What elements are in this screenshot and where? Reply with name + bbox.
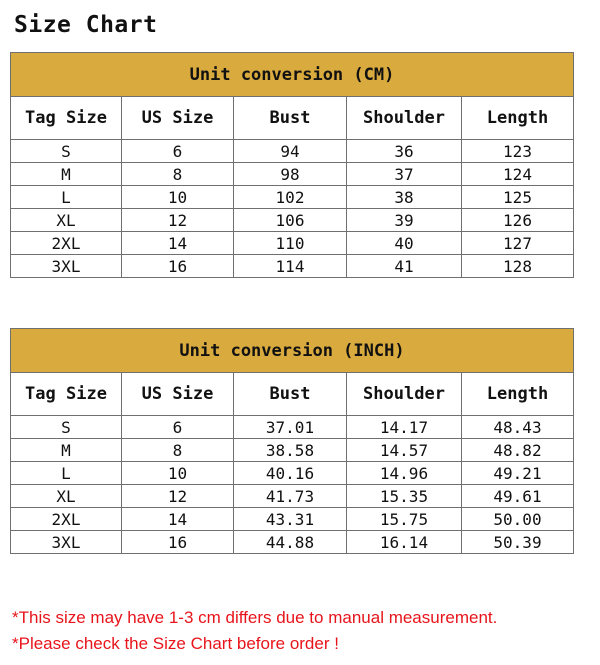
table-row xyxy=(11,508,574,531)
shoulder-cell: 39 xyxy=(347,209,462,232)
length-cell: 127 xyxy=(462,232,574,255)
bust-cell: 110 xyxy=(234,232,347,255)
table-row xyxy=(11,531,574,554)
bust-cell: 98 xyxy=(234,163,347,186)
us-size-cell: 10 xyxy=(122,462,234,485)
table-row xyxy=(11,462,574,485)
length-cell: 123 xyxy=(462,140,574,163)
column-header: Bust xyxy=(234,97,347,140)
tag-size-cell: M xyxy=(11,163,122,186)
tag-size-cell: L xyxy=(11,462,122,485)
tag-size-cell: XL xyxy=(11,485,122,508)
shoulder-cell: 37 xyxy=(347,163,462,186)
table-row xyxy=(11,232,574,255)
column-header: Tag Size xyxy=(11,97,122,140)
table-row xyxy=(11,163,574,186)
shoulder-cell: 15.75 xyxy=(347,508,462,531)
length-cell: 50.00 xyxy=(462,508,574,531)
table-row xyxy=(11,255,574,278)
bust-cell: 37.01 xyxy=(234,416,347,439)
length-cell: 125 xyxy=(462,186,574,209)
tag-size-cell: 3XL xyxy=(11,531,122,554)
column-header: Bust xyxy=(234,373,347,416)
shoulder-cell: 14.57 xyxy=(347,439,462,462)
us-size-cell: 8 xyxy=(122,163,234,186)
bust-cell: 41.73 xyxy=(234,485,347,508)
bust-cell: 40.16 xyxy=(234,462,347,485)
us-size-cell: 16 xyxy=(122,255,234,278)
tag-size-cell: M xyxy=(11,439,122,462)
tag-size-cell: 2XL xyxy=(11,232,122,255)
length-cell: 48.43 xyxy=(462,416,574,439)
measurement-note: *This size may have 1-3 cm differs due to manual measurement. xyxy=(12,608,498,627)
shoulder-cell: 16.14 xyxy=(347,531,462,554)
shoulder-cell: 14.96 xyxy=(347,462,462,485)
column-header: Shoulder xyxy=(347,373,462,416)
tag-size-cell: 3XL xyxy=(11,255,122,278)
length-cell: 124 xyxy=(462,163,574,186)
bust-cell: 43.31 xyxy=(234,508,347,531)
us-size-cell: 14 xyxy=(122,232,234,255)
bust-cell: 94 xyxy=(234,140,347,163)
table-row xyxy=(11,485,574,508)
table-row xyxy=(11,186,574,209)
column-header: Length xyxy=(462,97,574,140)
us-size-cell: 12 xyxy=(122,209,234,232)
shoulder-cell: 15.35 xyxy=(347,485,462,508)
tag-size-cell: S xyxy=(11,140,122,163)
bust-cell: 102 xyxy=(234,186,347,209)
table-row xyxy=(11,140,574,163)
table-caption: Unit conversion (CM) xyxy=(11,53,574,97)
length-cell: 126 xyxy=(462,209,574,232)
column-header: Tag Size xyxy=(11,373,122,416)
table-caption: Unit conversion (INCH) xyxy=(11,329,574,373)
bust-cell: 38.58 xyxy=(234,439,347,462)
column-header: Length xyxy=(462,373,574,416)
length-cell: 49.61 xyxy=(462,485,574,508)
us-size-cell: 16 xyxy=(122,531,234,554)
tag-size-cell: L xyxy=(11,186,122,209)
tag-size-cell: XL xyxy=(11,209,122,232)
table-row xyxy=(11,439,574,462)
length-cell: 50.39 xyxy=(462,531,574,554)
bust-cell: 44.88 xyxy=(234,531,347,554)
shoulder-cell: 14.17 xyxy=(347,416,462,439)
us-size-cell: 6 xyxy=(122,416,234,439)
bust-cell: 114 xyxy=(234,255,347,278)
length-cell: 128 xyxy=(462,255,574,278)
tag-size-cell: S xyxy=(11,416,122,439)
tag-size-cell: 2XL xyxy=(11,508,122,531)
table-row xyxy=(11,416,574,439)
us-size-cell: 12 xyxy=(122,485,234,508)
column-header: US Size xyxy=(122,373,234,416)
column-header: Shoulder xyxy=(347,97,462,140)
us-size-cell: 10 xyxy=(122,186,234,209)
length-cell: 49.21 xyxy=(462,462,574,485)
shoulder-cell: 36 xyxy=(347,140,462,163)
shoulder-cell: 41 xyxy=(347,255,462,278)
us-size-cell: 8 xyxy=(122,439,234,462)
length-cell: 48.82 xyxy=(462,439,574,462)
us-size-cell: 14 xyxy=(122,508,234,531)
size-table-inch xyxy=(10,328,574,554)
page-title: Size Chart xyxy=(14,12,158,38)
us-size-cell: 6 xyxy=(122,140,234,163)
size-table-cm xyxy=(10,52,574,278)
check-chart-note: *Please check the Size Chart before order ! xyxy=(12,634,339,653)
shoulder-cell: 38 xyxy=(347,186,462,209)
shoulder-cell: 40 xyxy=(347,232,462,255)
table-row xyxy=(11,209,574,232)
bust-cell: 106 xyxy=(234,209,347,232)
column-header: US Size xyxy=(122,97,234,140)
